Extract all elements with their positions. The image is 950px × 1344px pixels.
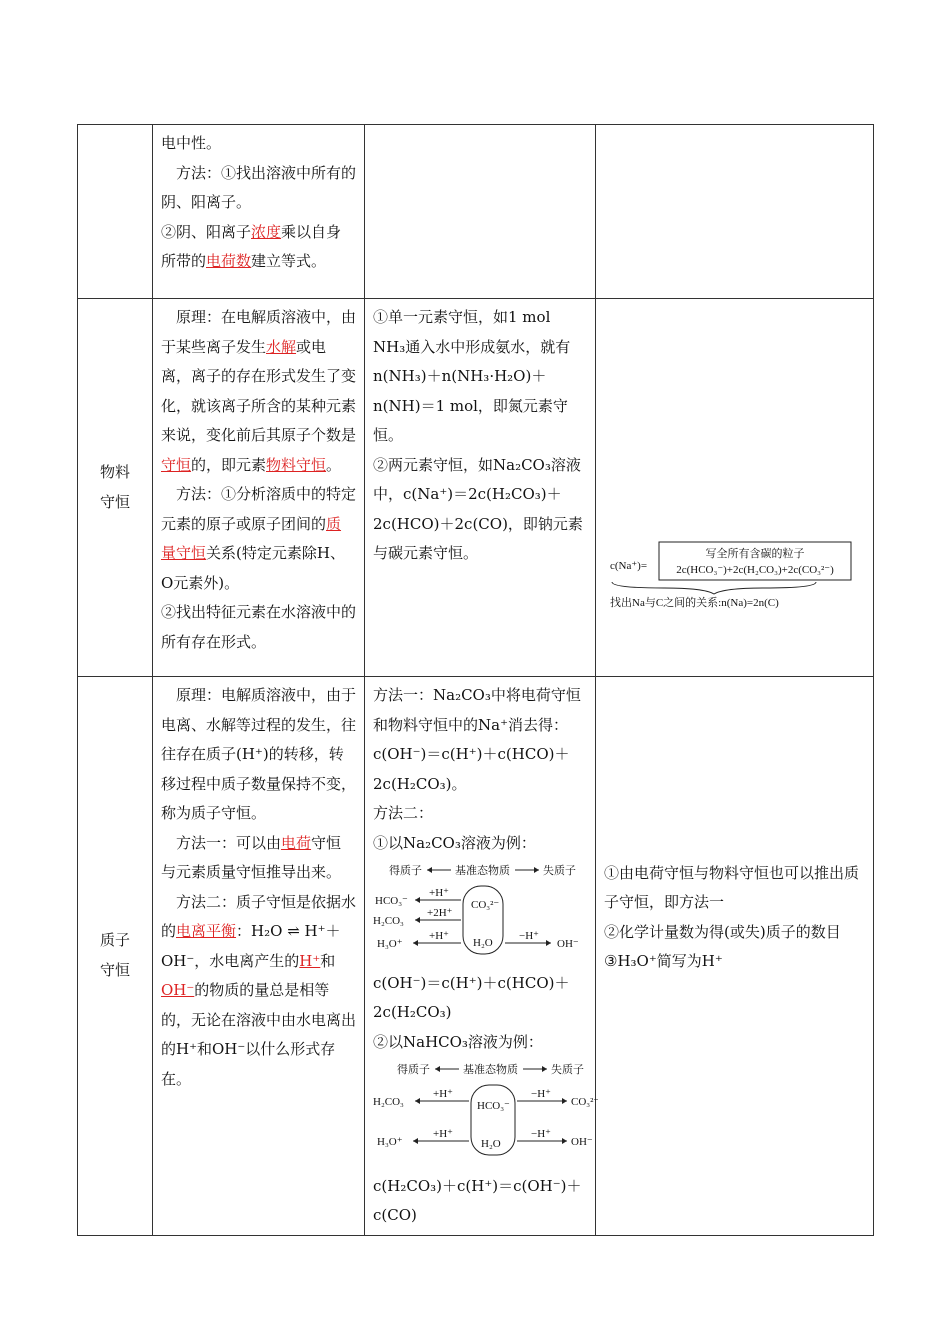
method-text (161, 480, 356, 598)
key-term: 电荷数 (206, 252, 252, 270)
example-text: ①单一元素守恒，如1 mol NH₃通入水中形成氨水，就有 n(NH₃)＋n(NH₃·H₂O)＋n(NH)＝1 mol，即氮元素守恒。 (373, 308, 571, 444)
text: 原理：在电解质溶液中，由于某些离子发生 (161, 308, 357, 356)
text: 守恒与元素质量守恒推导出来。 (161, 833, 342, 881)
principle-cell (153, 677, 365, 1236)
table-row (78, 125, 874, 299)
svg-text:−H⁺: −H⁺ (531, 1128, 551, 1140)
notes-cell (596, 677, 874, 1236)
principle-text: 原理：电解质溶液中，由于电离、水解等过程的发生，往往存在质子(H⁺)的转移，转移过程中质子数量保持不变，称为质子守恒。 (161, 686, 357, 822)
svg-text:+H⁺: +H⁺ (433, 1128, 453, 1140)
svg-text:−H⁺: −H⁺ (519, 930, 539, 942)
example-cell (365, 125, 596, 299)
example-text: 方法一：Na₂CO₃中将电荷守恒和物料守恒中的Na⁺消去得：c(OH⁻)＝c(H⁺)＋c(HCO)＋2c(H₂CO₃)。 (373, 686, 581, 793)
sodium-carbon-relation-figure (604, 540, 864, 612)
text: 的物质的量总是相等的，无论在溶液中由水电离出的H⁺和OH⁻以什么形式存在。 (161, 981, 357, 1088)
svg-text:OH⁻: OH⁻ (557, 938, 579, 950)
svg-text:HCO₃⁻: HCO₃⁻ (477, 1100, 510, 1112)
category-label: 质子 (99, 931, 130, 950)
principle-cell (153, 125, 365, 299)
method-text (161, 888, 356, 1095)
category-label: 守恒 (99, 492, 130, 511)
example-text: c(H₂CO₃)＋c(H⁺)＝c(OH⁻)＋c(CO) (373, 1176, 582, 1224)
text: 乘以自身所带的 (161, 222, 342, 270)
figure-box-formula: 2c(HCO₃⁻)+2c(H₂CO₃)+2c(CO₃²⁻) (676, 563, 834, 576)
key-term: 电荷 (281, 833, 312, 852)
note-text: ②化学计量数为得(或失)质子的数目 (604, 922, 841, 941)
text: ：H₂O ⇌ H⁺＋OH⁻，水电离产生的 (161, 922, 341, 970)
key-term: 电离平衡 (176, 922, 237, 940)
category-label: 守恒 (99, 960, 130, 979)
conservation-table (77, 124, 874, 1236)
nahco3-proton-diagram (373, 1059, 598, 1159)
text: 方法二：质子守恒是依据水的 (161, 892, 357, 940)
example-cell (365, 677, 596, 1236)
text: 和 (320, 951, 336, 970)
category-label: 物料 (99, 463, 130, 481)
figure-box-title: 写全所有含碳的粒子 (705, 547, 805, 560)
svg-text:+H⁺: +H⁺ (429, 930, 449, 942)
category-cell (78, 299, 153, 677)
svg-text:H₂O: H₂O (473, 937, 493, 949)
category-cell (78, 125, 153, 299)
text-line: 电中性。 (161, 134, 222, 152)
text: ②阴、阳离子 (161, 222, 252, 241)
table-row (78, 677, 874, 1236)
key-term: 物料守恒 (266, 455, 327, 474)
svg-text:H₃O⁺: H₃O⁺ (377, 1136, 403, 1148)
text: 。 (326, 455, 342, 474)
svg-text:+2H⁺: +2H⁺ (427, 907, 453, 919)
svg-text:HCO₃⁻: HCO₃⁻ (375, 895, 408, 907)
figure-bottom-label: 找出Na与C之间的关系:n(Na)=2n(C) (610, 596, 779, 609)
diagram-label: 基准态物质 (463, 1064, 518, 1076)
text: 或电离，离子的存在形式发生了变化，就该离子所含的某种元素来说，变化前后其原子个数是 (161, 337, 357, 444)
key-term: H⁺ (299, 951, 321, 970)
method-text: ②找出特征元素在水溶液中的所有存在形式。 (161, 603, 357, 651)
table-row (78, 299, 874, 677)
diagram-label: 得质子 (397, 1064, 430, 1076)
example-text: c(OH⁻)＝c(H⁺)＋c(HCO)＋2c(H₂CO₃) (373, 973, 570, 1021)
text: 的，即元素 (191, 455, 267, 474)
key-term: OH⁻ (161, 981, 195, 999)
example-text: ①以Na₂CO₃溶液为例： (373, 833, 536, 852)
example-text: ②以NaHCO₃溶液为例： (373, 1032, 543, 1051)
diagram-label: 失质子 (551, 1064, 584, 1076)
na2co3-proton-diagram (373, 860, 588, 956)
svg-text:+H⁺: +H⁺ (429, 887, 449, 899)
key-term: 质量守恒 (161, 514, 342, 562)
principle-text (161, 303, 356, 480)
svg-text:H₂O: H₂O (481, 1138, 501, 1150)
method-text (161, 829, 356, 888)
notes-cell (596, 125, 874, 299)
note-text: ①由电荷守恒与物料守恒也可以推出质子守恒，即方法一 (604, 863, 860, 912)
diagram-label: 失质子 (543, 865, 576, 877)
svg-text:CO₃²⁻: CO₃²⁻ (471, 899, 500, 911)
key-term: 水解 (266, 337, 297, 356)
svg-text:+H⁺: +H⁺ (433, 1088, 453, 1100)
key-term: 守恒 (161, 455, 192, 474)
svg-text:H₂CO₃: H₂CO₃ (373, 915, 404, 927)
example-text: 方法二： (373, 804, 434, 822)
diagram-label: 基准态物质 (455, 865, 510, 877)
brace-shape (612, 582, 816, 594)
key-term: 浓度 (251, 222, 282, 241)
category-cell (78, 677, 153, 1236)
principle-cell (153, 299, 365, 677)
text: 建立等式。 (251, 252, 327, 270)
diagram-label: 得质子 (389, 865, 422, 877)
note-text: ③H₃O⁺简写为H⁺ (604, 952, 723, 971)
example-cell (365, 299, 596, 677)
method-line: 方法：①找出溶液中所有的阴、阳离子。 (161, 163, 357, 211)
text: 方法：①分析溶质中的特定元素的原子或原子团间的 (161, 485, 357, 533)
svg-text:H₂CO₃: H₂CO₃ (373, 1096, 404, 1108)
text: 关系(特定元素除H、O元素外)。 (161, 544, 345, 592)
svg-text:−H⁺: −H⁺ (531, 1088, 551, 1100)
example-text: ②两元素守恒，如Na₂CO₃溶液中，c(Na⁺)＝2c(H₂CO₃)＋2c(HCO)＋2c(CO)，即钠元素与碳元素守恒。 (373, 455, 583, 562)
svg-text:H₃O⁺: H₃O⁺ (377, 938, 403, 950)
svg-text:CO₃²⁻: CO₃²⁻ (571, 1096, 598, 1108)
figure-left-label: c(Na⁺)= (610, 559, 648, 572)
text: 方法一：可以由 (176, 833, 282, 852)
svg-text:OH⁻: OH⁻ (571, 1136, 593, 1148)
notes-cell (596, 299, 874, 677)
method-line-2 (161, 218, 356, 277)
